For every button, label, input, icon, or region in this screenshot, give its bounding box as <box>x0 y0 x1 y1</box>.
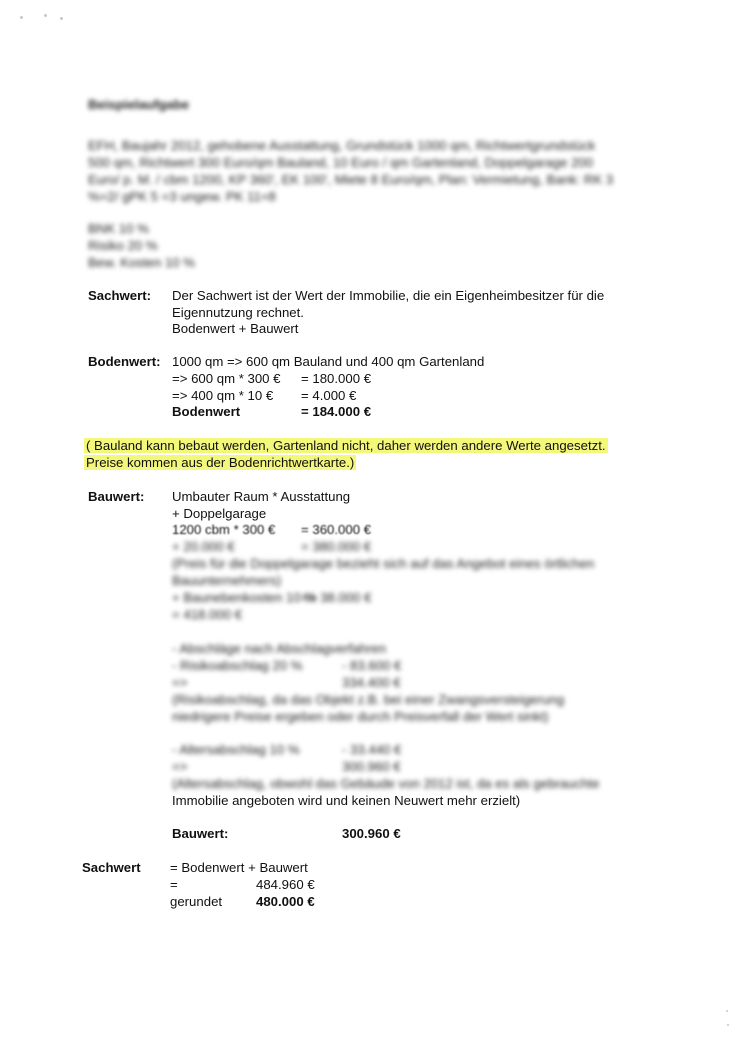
example-desc-line: %=2/ gPK 5 =3 ungew. PK 11=8 <box>88 189 276 204</box>
sachwert-formula: = Bodenwert + Bauwert <box>170 860 308 875</box>
scan-speck <box>726 1010 728 1012</box>
example-title: Beispielaufgabe <box>88 97 190 112</box>
example-param: BNK 10 % <box>88 221 149 236</box>
bauwert-note: (Preis für die Doppelgarage bezieht sich auf das Angebot eines örtlichen <box>172 556 595 571</box>
bauwert-text: + Doppelgarage <box>172 506 267 521</box>
abschlag-title: - Abschläge nach Abschlagverfahren <box>172 641 387 656</box>
sachwert-text: Eigennutzung rechnet. <box>172 305 304 320</box>
bauwert-calc-right: = 360.000 € <box>301 522 372 537</box>
bodenwert-text: 1000 qm => 600 qm Bauland und 400 qm Gartenland <box>172 354 485 369</box>
scan-speck <box>44 14 47 17</box>
sachwert-label: Sachwert: <box>88 288 152 303</box>
scan-speck <box>20 16 23 19</box>
risk-right: - 83.600 € <box>342 658 402 673</box>
bodenwert-label: Bodenwert: <box>88 354 161 369</box>
example-desc-line: 500 qm, Richtwert 300 Euro/qm Bauland, 10 Euro / qm Gartenland, Doppelgarage 200 <box>88 155 594 170</box>
age-right: - 33.440 € <box>342 742 402 757</box>
age-left: - Altersabschlag 10 % <box>172 742 300 757</box>
risk-note: niedrigere Preise ergeben oder durch Preisverfall der Wert sinkt) <box>172 709 549 724</box>
bauwert-text: Umbauter Raum * Ausstattung <box>172 489 351 504</box>
risk-arrow: => <box>172 675 188 690</box>
sachwert-text: Der Sachwert ist der Wert der Immobilie, die ein Eigenheimbesitzer für die <box>172 288 605 303</box>
bauwert-calc-left: + 20.000 € <box>172 539 235 554</box>
sachwert-value: 484.960 € <box>256 877 315 892</box>
age-note: (Altersabschlag, obwohl das Gebäude von 2012 ist, da es als gebrauchte <box>172 776 600 791</box>
scan-speck <box>60 17 63 20</box>
bauwert-calc-left: 1200 cbm * 300 € <box>172 522 276 537</box>
example-param: Risiko 20 % <box>88 238 158 253</box>
bodenwert-total-label: Bodenwert <box>172 404 241 419</box>
example-param: Bew. Kosten 10 % <box>88 255 196 270</box>
bodenwert-calc-left: => 600 qm * 300 € <box>172 371 281 386</box>
sachwert-total-label: Sachwert <box>82 860 141 875</box>
bodenwert-calc-left: => 400 qm * 10 € <box>172 388 274 403</box>
age-note: Immobilie angeboten wird und keinen Neuwert mehr erzielt) <box>172 793 521 808</box>
note-line: Preise kommen aus der Bodenrichtwertkarte.) <box>86 455 355 470</box>
bauwert-label: Bauwert: <box>88 489 145 504</box>
bauwert-total-value: 300.960 € <box>342 826 401 841</box>
bauwert-total-label: Bauwert: <box>172 826 229 841</box>
sachwert-rounded-value: 480.000 € <box>256 894 315 909</box>
example-desc-line: Euro/ p. M. / cbm 1200, KP 360', EK 100', Miete 8 Euro/qm, Plan: Vermietung, Bank: RK 3 <box>88 172 614 187</box>
risk-left: - Risikoabschlag 20 % <box>172 658 303 673</box>
sachwert-formula: Bodenwert + Bauwert <box>172 321 299 336</box>
bauwert-calc-right: = 380.000 € <box>301 539 372 554</box>
risk-note: (Risikoabschlag, da das Objekt z.B. bei einer Zwangsversteigerung <box>172 692 565 707</box>
example-desc-line: EFH, Baujahr 2012, gehobene Ausstattung, Grundstück 1000 qm, Richtwertgrundstück <box>88 138 596 153</box>
sachwert-eq: = <box>170 877 178 892</box>
bauwert-calc-left: + Baunebenkosten 10 % <box>172 590 317 605</box>
bauwert-note: Bauunternehmers) <box>172 573 282 588</box>
scan-speck <box>727 1024 729 1026</box>
age-result: 300.960 € <box>342 759 401 774</box>
risk-result: 334.400 € <box>342 675 401 690</box>
bodenwert-total-value: = 184.000 € <box>301 404 372 419</box>
bauwert-sum: = 418.000 € <box>172 607 243 622</box>
bauwert-calc-right: => 38.000 € <box>301 590 372 605</box>
bodenwert-calc-right: = 4.000 € <box>301 388 357 403</box>
sachwert-rounded-label: gerundet <box>170 894 223 909</box>
note-line: ( Bauland kann bebaut werden, Gartenland nicht, daher werden andere Werte angesetzt. <box>86 438 606 453</box>
age-arrow: => <box>172 759 188 774</box>
bodenwert-calc-right: = 180.000 € <box>301 371 372 386</box>
